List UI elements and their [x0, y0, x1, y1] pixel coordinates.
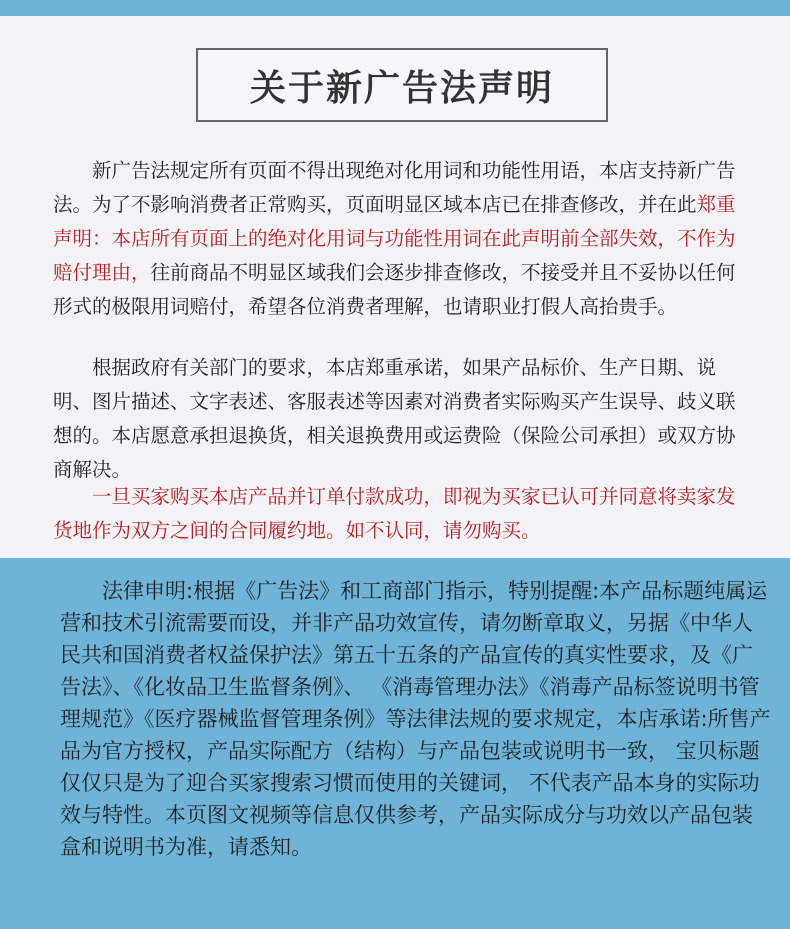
- notice-paragraph-1: [53, 154, 743, 324]
- notice-p1-emphasis: 郑重声明：本店所有页面上的绝对化用词与功能性用词在此声明前全部失效，不作为赔付理由，: [53, 193, 736, 284]
- page-title: 关于新广告法声明: [249, 67, 554, 109]
- legal-section: [0, 558, 790, 929]
- notice-p1-text: 新广告法规定所有页面不得出现绝对化用词和功能性用语，本店支持新广告法。为了不影响消费者正常购买，页面明显区域本店已在排查修改，并在此: [53, 159, 736, 216]
- notice-paragraph-2: 根据政府有关部门的要求，本店郑重承诺，如果产品标价、生产日期、说明、图片描述、文字表述、客服表述等因素对消费者实际购买产生误导、歧义联想的。本店愿意承担退换货，相关退换费用或运费险（保险公司承担）或双方协商解决。: [53, 356, 736, 481]
- notice-p1-tail: 往前商品不明显区域我们会逐步排查修改，不接受并且不妥协以任何形式的极限用词赔付，希望各位消费者理解，也请职业打假人高抬贵手。: [53, 261, 736, 318]
- top-color-band: [0, 0, 790, 16]
- legal-statement: 法律申明:根据《广告法》和工商部门指示，特别提醒:本产品标题纯属运营和技术引流需要而设，并非产品功效宣传，请勿断章取义，另据《中华人民共和国消费者权益保护法》第五十五条的产品宣传的真实性要求，及《广告法》、《化妆品卫生监督条例》、 《消毒管理办法》《消毒产品标签说明书管理规范》《医疗器械监督管理条例》等法律法规的要求规定，本店承诺:所售产品为官方授权，产品实际配方（结构）与产品包装或说明书一致， 宝贝标题仅仅只是为了迎合买家搜索习惯而使用的关键词， 不代表产品本身的实际功效与特性。本页图文视频等信息仅供参考，产品实际成分与功效以产品包装盒和说明书为准，请悉知。: [60, 579, 771, 859]
- notice-paragraph-3: 一旦买家购买本店产品并订单付款成功，即视为买家已认可并同意将卖家发货地作为双方之间的合同履约地。如不认同，请勿购买。: [53, 485, 736, 542]
- title-box: [196, 48, 608, 122]
